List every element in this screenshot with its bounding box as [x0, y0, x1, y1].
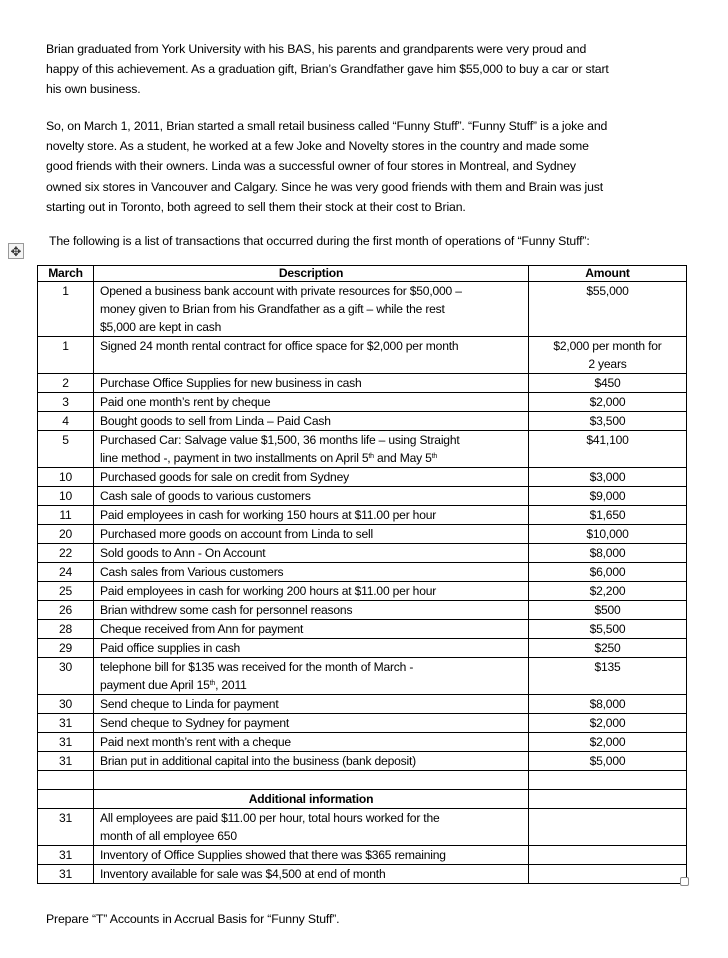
table-row	[38, 601, 687, 620]
amount-cell	[529, 506, 687, 525]
table-row	[38, 714, 687, 733]
description-cell	[94, 695, 529, 714]
amount-line: $3,500	[589, 414, 626, 428]
amount-line: $500	[594, 603, 621, 617]
description-cell	[94, 846, 529, 865]
superscript: th	[431, 453, 438, 460]
amount-line: $2,000	[589, 735, 626, 749]
text-segment: Bought goods to sell from Linda – Paid Cash	[100, 414, 331, 428]
description-line	[100, 282, 528, 300]
text-line: owned six stores in Vancouver and Calgary. Since he was very good friends with them and Brain was just	[46, 179, 604, 194]
day-cell: 10	[38, 487, 94, 506]
description-line	[100, 449, 528, 467]
header-amount: Amount	[529, 266, 687, 282]
table-row	[38, 865, 687, 884]
text-line: starting out in Toronto, both agreed to sell them their stock at their cost to Brian.	[46, 199, 466, 214]
text-segment: Send cheque to Linda for payment	[100, 697, 279, 711]
day-cell: 1	[38, 282, 94, 337]
text-segment: Paid office supplies in cash	[100, 641, 241, 655]
text-segment: Inventory available for sale was $4,500 at end of month	[100, 867, 386, 881]
text-segment: Paid one month’s rent by cheque	[100, 395, 271, 409]
amount-cell	[529, 393, 687, 412]
description-cell	[94, 601, 529, 620]
header-description: Description	[94, 266, 529, 282]
description-cell	[94, 393, 529, 412]
text-segment: month of all employee 650	[100, 829, 237, 843]
empty-cell	[38, 790, 94, 809]
paragraph-1	[46, 39, 609, 100]
text-segment: Paid employees in cash for working 150 hours at $11.00 per hour	[100, 508, 437, 522]
description-line	[100, 318, 528, 336]
table-row	[38, 544, 687, 563]
text-line: Brian graduated from York University with his BAS, his parents and grandparents were very proud and	[46, 42, 587, 56]
day-cell: 4	[38, 412, 94, 431]
amount-cell	[529, 601, 687, 620]
table-row	[38, 809, 687, 846]
description-cell	[94, 865, 529, 884]
amount-line: 2 years	[588, 357, 627, 371]
intro-text: The following is a list of transactions that occurred during the first month of operations of “Funny Stuff”:	[49, 234, 590, 248]
table-row	[38, 846, 687, 865]
description-line	[100, 827, 528, 845]
table-row	[38, 695, 687, 714]
amount-line: $6,000	[589, 565, 626, 579]
text-segment: line method -, payment in two installments on April 5	[100, 451, 369, 465]
day-cell: 2	[38, 374, 94, 393]
amount-line: $9,000	[589, 489, 626, 503]
amount-cell	[529, 374, 687, 393]
amount-cell	[529, 733, 687, 752]
text-segment: money given to Brian from his Grandfather as a gift – while the rest	[100, 302, 445, 316]
amount-line: $250	[594, 641, 621, 655]
description-line	[100, 468, 528, 486]
amount-cell	[529, 714, 687, 733]
table-row	[38, 374, 687, 393]
amount-line: $2,200	[589, 584, 626, 598]
table-row	[38, 506, 687, 525]
description-line	[100, 865, 528, 883]
description-cell	[94, 506, 529, 525]
amount-line: $5,000	[589, 754, 626, 768]
text-segment: Purchased Car: Salvage value $1,500, 36 months life – using Straight	[100, 433, 460, 447]
text-segment: Inventory of Office Supplies showed that there was $365 remaining	[100, 848, 446, 862]
text-line: happy of this achievement. As a graduation gift, Brian’s Grandfather gave him $55,000 to buy a car or start	[46, 62, 609, 77]
table-row	[38, 525, 687, 544]
day-cell: 31	[38, 809, 94, 846]
description-line	[100, 809, 528, 827]
amount-cell	[529, 337, 687, 374]
day-cell: 3	[38, 393, 94, 412]
amount-cell	[529, 695, 687, 714]
day-cell: 5	[38, 431, 94, 468]
description-line	[100, 676, 528, 694]
amount-line: $8,000	[589, 697, 626, 711]
empty-cell	[529, 771, 687, 790]
amount-cell	[529, 582, 687, 601]
text-segment: Brian put in additional capital into the business (bank deposit)	[100, 754, 416, 768]
text-segment: Cheque received from Ann for payment	[100, 622, 304, 636]
description-cell	[94, 431, 529, 468]
table-row	[38, 468, 687, 487]
amount-line: $2,000	[589, 395, 626, 409]
text-segment: Purchased goods for sale on credit from Sydney	[100, 470, 349, 484]
description-cell	[94, 282, 529, 337]
amount-line: $1,650	[589, 508, 626, 522]
text-segment: Signed 24 month rental contract for office space for $2,000 per month	[100, 339, 459, 353]
day-cell: 31	[38, 733, 94, 752]
description-line	[100, 733, 528, 751]
amount-cell	[529, 620, 687, 639]
text-segment: $5,000 are kept in cash	[100, 320, 222, 334]
amount-line: $8,000	[589, 546, 626, 560]
text-segment: All employees are paid $11.00 per hour, total hours worked for the	[100, 811, 440, 825]
day-cell: 24	[38, 563, 94, 582]
empty-cell	[94, 771, 529, 790]
amount-line: $2,000	[589, 716, 626, 730]
text-segment: payment due April 15	[100, 678, 210, 692]
description-line	[100, 506, 528, 524]
day-cell: 31	[38, 714, 94, 733]
description-line	[100, 639, 528, 657]
description-cell	[94, 487, 529, 506]
description-cell	[94, 468, 529, 487]
day-cell: 11	[38, 506, 94, 525]
table-row	[38, 733, 687, 752]
text-segment: and May 5	[373, 451, 432, 465]
amount-cell	[529, 639, 687, 658]
amount-cell	[529, 809, 687, 846]
day-cell: 28	[38, 620, 94, 639]
amount-cell	[529, 865, 687, 884]
description-line	[100, 525, 528, 543]
amount-cell	[529, 468, 687, 487]
amount-cell	[529, 525, 687, 544]
header-march: March	[38, 266, 94, 282]
table-row	[38, 282, 687, 337]
paragraph-2	[46, 116, 607, 217]
amount-cell	[529, 431, 687, 468]
description-line	[100, 374, 528, 392]
text-segment: Paid employees in cash for working 200 hours at $11.00 per hour	[100, 584, 437, 598]
description-line	[100, 563, 528, 581]
amount-line: $55,000	[586, 284, 629, 298]
empty-cell	[529, 790, 687, 809]
day-cell: 1	[38, 337, 94, 374]
description-cell	[94, 337, 529, 374]
text-segment: Purchased more goods on account from Linda to sell	[100, 527, 374, 541]
description-cell	[94, 563, 529, 582]
amount-line: $3,000	[589, 470, 626, 484]
description-cell	[94, 525, 529, 544]
description-cell	[94, 620, 529, 639]
description-cell	[94, 639, 529, 658]
amount-line: $450	[594, 376, 621, 390]
table-row	[38, 582, 687, 601]
amount-line: $41,100	[586, 433, 629, 447]
table-row	[38, 752, 687, 771]
additional-info-heading: Additional information	[94, 790, 529, 809]
description-cell	[94, 544, 529, 563]
description-line	[100, 582, 528, 600]
amount-cell	[529, 752, 687, 771]
description-line	[100, 300, 528, 318]
amount-cell	[529, 487, 687, 506]
description-line	[100, 431, 528, 449]
amount-line: $135	[594, 660, 621, 674]
transactions-table	[37, 265, 687, 884]
table-row	[38, 620, 687, 639]
table-row	[38, 639, 687, 658]
text-segment: Opened a business bank account with private resources for $50,000 –	[100, 284, 462, 298]
description-line	[100, 846, 528, 864]
text-line: his own business.	[46, 82, 141, 97]
table-row	[38, 563, 687, 582]
amount-cell	[529, 846, 687, 865]
amount-cell	[529, 282, 687, 337]
text-segment: , 2011	[215, 678, 247, 692]
table-row	[38, 658, 687, 695]
amount-line: $2,000 per month for	[553, 339, 662, 353]
table-row	[38, 393, 687, 412]
amount-cell	[529, 412, 687, 431]
text-segment: Send cheque to Sydney for payment	[100, 716, 290, 730]
empty-cell	[38, 771, 94, 790]
description-line	[100, 695, 528, 713]
empty-row	[38, 771, 687, 790]
amount-line: $5,500	[589, 622, 626, 636]
text-segment: telephone bill for $135 was received for the month of March -	[100, 660, 414, 674]
text-line: So, on March 1, 2011, Brian started a small retail business called “Funny Stuff”. “Funny Stuff” is a joke and	[46, 119, 608, 133]
description-line	[100, 620, 528, 638]
description-line	[100, 714, 528, 732]
day-cell: 31	[38, 865, 94, 884]
text-line: novelty store. As a student, he worked at a few Joke and Novelty stores in the country and made some	[46, 139, 589, 154]
day-cell: 25	[38, 582, 94, 601]
description-cell	[94, 582, 529, 601]
day-cell: 22	[38, 544, 94, 563]
description-cell	[94, 714, 529, 733]
description-line	[100, 601, 528, 619]
table-row	[38, 431, 687, 468]
day-cell: 30	[38, 658, 94, 695]
superscript: th	[368, 453, 374, 460]
table-row	[38, 487, 687, 506]
description-line	[100, 337, 528, 355]
description-line	[100, 658, 528, 676]
day-cell: 31	[38, 846, 94, 865]
description-line	[100, 752, 528, 770]
table-row	[38, 412, 687, 431]
text-segment: Cash sales from Various customers	[100, 565, 284, 579]
table-header-row	[38, 266, 687, 282]
description-cell	[94, 733, 529, 752]
description-line	[100, 544, 528, 562]
table-row	[38, 337, 687, 374]
amount-line: $10,000	[586, 527, 629, 541]
table-move-handle-icon[interactable]: ✥	[8, 243, 24, 259]
instruction-text: Prepare “T” Accounts in Accrual Basis for “Funny Stuff”.	[46, 912, 340, 926]
description-line	[100, 412, 528, 430]
text-segment: Paid next month’s rent with a cheque	[100, 735, 291, 749]
description-cell	[94, 412, 529, 431]
description-cell	[94, 658, 529, 695]
superscript: th	[209, 680, 216, 687]
description-cell	[94, 374, 529, 393]
day-cell: 31	[38, 752, 94, 771]
text-segment: Cash sale of goods to various customers	[100, 489, 311, 503]
description-line	[100, 487, 528, 505]
amount-cell	[529, 658, 687, 695]
day-cell: 30	[38, 695, 94, 714]
text-line: good friends with their owners. Linda was a successful owner of four stores in Montreal, and Sydney	[46, 159, 576, 174]
table-resize-handle-icon[interactable]	[680, 877, 689, 886]
day-cell: 29	[38, 639, 94, 658]
description-cell	[94, 752, 529, 771]
additional-info-header-row	[38, 790, 687, 809]
text-segment: Brian withdrew some cash for personnel reasons	[100, 603, 353, 617]
description-cell	[94, 809, 529, 846]
day-cell: 20	[38, 525, 94, 544]
day-cell: 26	[38, 601, 94, 620]
day-cell: 10	[38, 468, 94, 487]
amount-cell	[529, 563, 687, 582]
text-segment: Sold goods to Ann - On Account	[100, 546, 266, 560]
description-line	[100, 393, 528, 411]
amount-cell	[529, 544, 687, 563]
text-segment: Purchase Office Supplies for new business in cash	[100, 376, 362, 390]
